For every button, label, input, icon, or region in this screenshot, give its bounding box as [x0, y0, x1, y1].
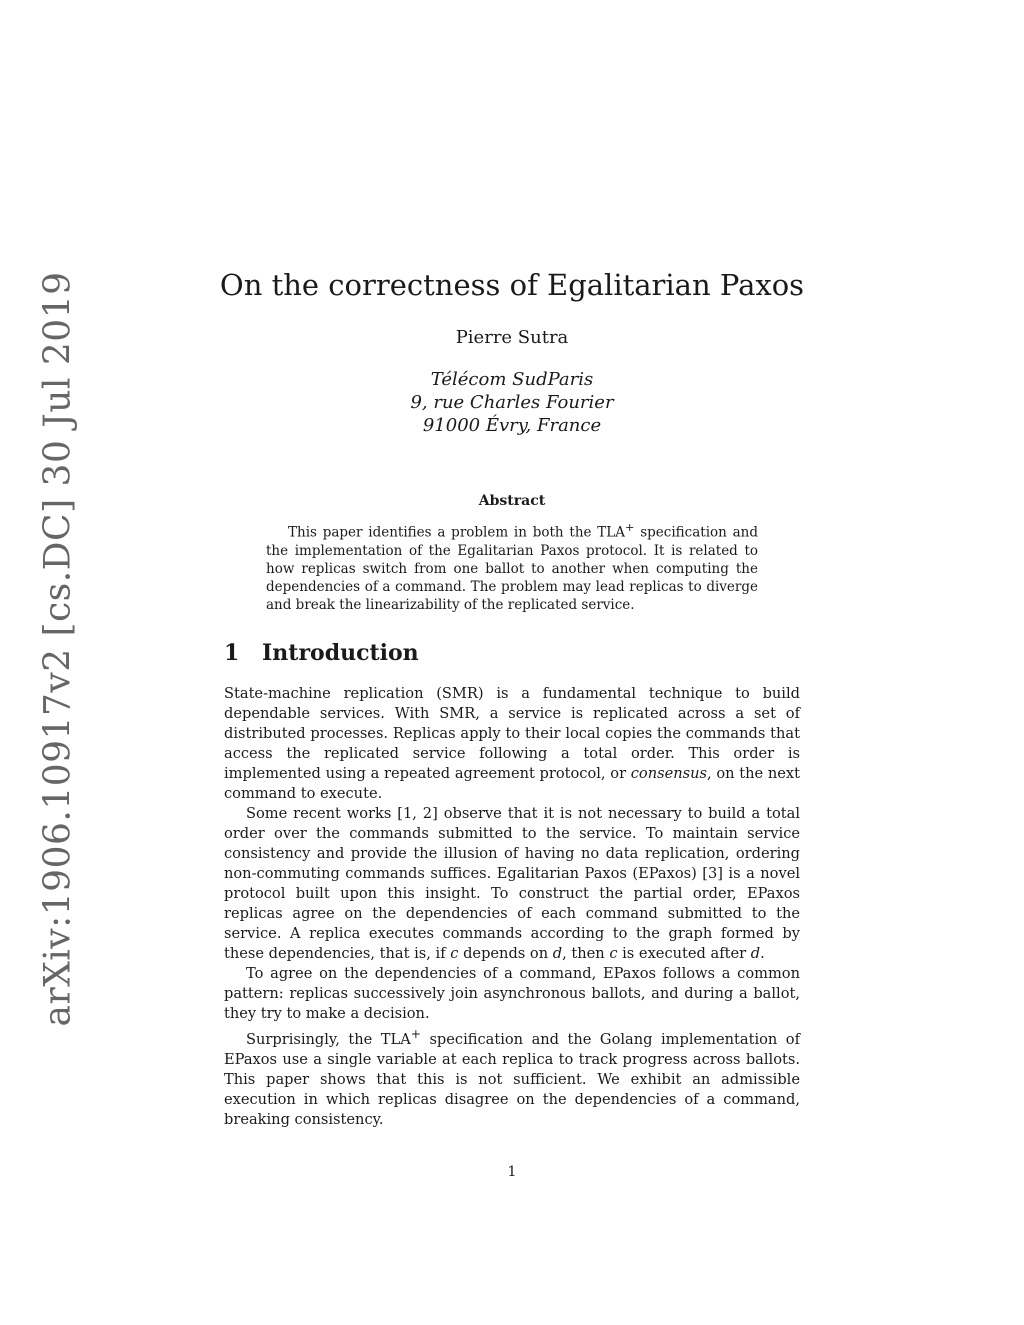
arxiv-identifier: arXiv:1906.10917v2 [cs.DC] 30 Jul 2019: [37, 271, 79, 1027]
affiliation-line: 91000 Évry, France: [422, 415, 602, 436]
paragraph: To agree on the dependencies of a command, EPaxos follows a common pattern: replicas successively join asynchronous ballots, and during a ballot, they try to make a decision.: [224, 965, 800, 1022]
author-name: Pierre Sutra: [455, 327, 569, 348]
abstract-text: This paper identifies a problem in both the TLA+ specification and the implementation of the Egalitarian Paxos protocol. It is related to how replicas switch from one ballot to another when computing the dependencies of a command. The problem may lead replicas to diverge and break the linearizability of the replicated service.: [266, 521, 758, 613]
affiliation: [0, 368, 1024, 437]
paper-title: On the correctness of Egalitarian Paxos: [219, 268, 805, 302]
page-number: 1: [507, 1164, 517, 1180]
superscript: +: [625, 521, 635, 534]
paragraph: Surprisingly, the TLA+ specification and the Golang implementation of EPaxos use a single variable at each replica to track progress across ballots. This paper shows that this is not sufficient. We exhibit an admissible execution in which replicas disagree on the dependencies of a command, breaking consistency.: [224, 1027, 800, 1128]
section-title: Introduction: [262, 640, 419, 666]
paragraph: Some recent works [1, 2] observe that it is not necessary to build a total order over the commands submitted to the service. To maintain service consistency and provide the illusion of having no data replication, ordering non-commuting commands suffices. Egalitarian Paxos (EPaxos) [3] is a novel protocol built upon this insight. To construct the partial order, EPaxos replicas agree on the dependencies of each command submitted to the service. A replica executes commands according to the graph formed by these dependencies, that is, if c depends on d, then c is executed after d.: [224, 805, 800, 962]
affiliation-line: Télécom SudParis: [430, 369, 594, 390]
paragraph: State-machine replication (SMR) is a fundamental technique to build dependable services. With SMR, a service is replicated across a set of distributed processes. Replicas apply to their local copies the commands that access the replicated service following a total order. This order is implemented using a repeated agreement protocol, or consensus, on the next command to execute.: [224, 685, 800, 802]
abstract-heading: Abstract: [478, 493, 546, 509]
section-number: 1: [224, 640, 240, 666]
introduction-body: [224, 684, 800, 1130]
section-heading: [224, 640, 419, 666]
affiliation-line: 9, rue Charles Fourier: [410, 392, 614, 413]
